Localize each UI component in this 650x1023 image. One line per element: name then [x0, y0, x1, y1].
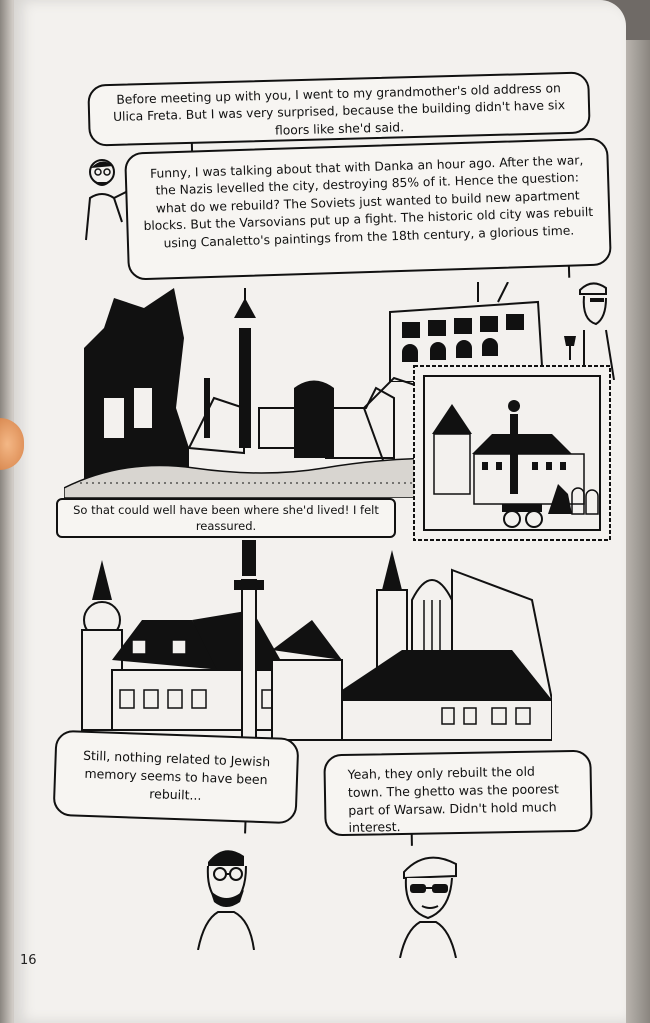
narration-caption-text: So that could well have been where she'd lived! I felt reassured. [73, 503, 379, 533]
comic-page [14, 0, 626, 1023]
speech-bubble-4 [323, 750, 592, 837]
canaletto-painting-illustration [412, 364, 612, 542]
man-with-cap-portrait [386, 848, 470, 958]
rebuilt-old-town-illustration [72, 540, 552, 760]
man-with-glasses-portrait [188, 840, 268, 950]
book-spine [0, 0, 14, 1023]
speech-bubble-1-text: Before meeting up with you, I went to my grandmother's old address on Ulica Freta. But I was very surprised, because the building didn't have six floors like she'd said. [112, 81, 566, 138]
speech-bubble-3-text: Still, nothing related to Jewish memory seems to have been rebuilt... [82, 747, 271, 803]
speech-bubble-1 [87, 71, 590, 146]
page-stack-edge [626, 40, 650, 1023]
speech-bubble-4-text: Yeah, they only rebuilt the old town. The ghetto was the poorest part of Warsaw. Didn't hold much interest. [347, 763, 559, 836]
narration-caption [56, 498, 396, 538]
speech-bubble-2 [124, 137, 612, 280]
page-number: 16 [20, 953, 37, 968]
ruined-warsaw-illustration [64, 288, 444, 498]
speech-bubble-2-text: Funny, I was talking about that with Danka an hour ago. After the war, the Nazis levelled the city, destroying 85% of it. Hence the question: what do we rebuild? The Soviets just wanted to build new apartment blocks. But the Varsovians put up a fight. The historic old city was rebuilt using Canaletto's paintings from the 18th century, a glorious time. [143, 153, 594, 251]
speech-bubble-3 [53, 730, 300, 824]
